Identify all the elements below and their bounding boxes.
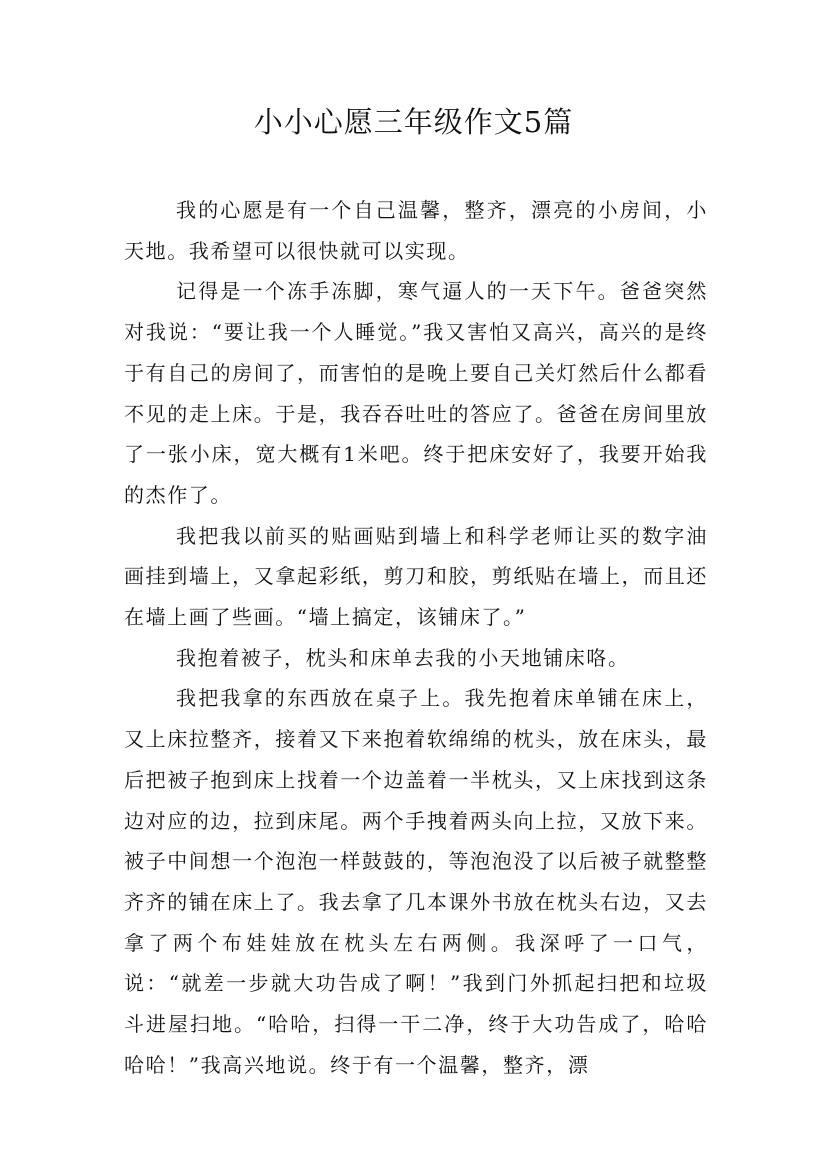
paragraph-5: 我把我拿的东西放在桌子上。我先抱着床单铺在床上，又上床拉整齐，接着又下来抱着软绵绵的枕头，放在床头，最后把被子抱到床上找着一个边盖着一半枕头，又上床找到这条边对应的边，拉到床尾。两个手拽着两头向上拉，又放下来。被子中间想一个泡泡一样鼓鼓的，等泡泡没了以后被子就整整齐齐的铺在床上了。我去拿了几本课外书放在枕头右边，又去拿了两个布娃娃放在枕头左右两侧。我深呼了一口气，说：“就差一步就大功告成了啊！”我到门外抓起扫把和垃圾斗进屋扫地。“哈哈，扫得一干二净，终于大功告成了，哈哈哈哈！”我高兴地说。终于有一个温馨，整齐，漂	[124, 686, 708, 1077]
paragraph-1: 我的心愿是有一个自己温馨，整齐，漂亮的小房间，小天地。我希望可以很快就可以实现。	[124, 198, 708, 263]
paragraph-2: 记得是一个冻手冻脚，寒气逼人的一天下午。爸爸突然对我说：“要让我一个人睡觉。”我又害怕又高兴，高兴的是终于有自己的房间了，而害怕的是晚上要自己关灯然后什么都看不见的走上床。于是，我吞吞吐吐的答应了。爸爸在房间里放了一张小床，宽大概有1米吧。终于把床安好了，我要开始我的杰作了。	[124, 279, 708, 507]
document-title: 小小心愿三年级作文5篇	[253, 105, 574, 139]
document-body	[124, 190, 708, 1085]
paragraph-4: 我抱着被子，枕头和床单去我的小天地铺床咯。	[176, 645, 630, 670]
paragraph-3: 我把我以前买的贴画贴到墙上和科学老师让买的数字油画挂到墙上，又拿起彩纸，剪刀和胶，剪纸贴在墙上，而且还在墙上画了些画。“墙上搞定，该铺床了。”	[124, 523, 708, 630]
